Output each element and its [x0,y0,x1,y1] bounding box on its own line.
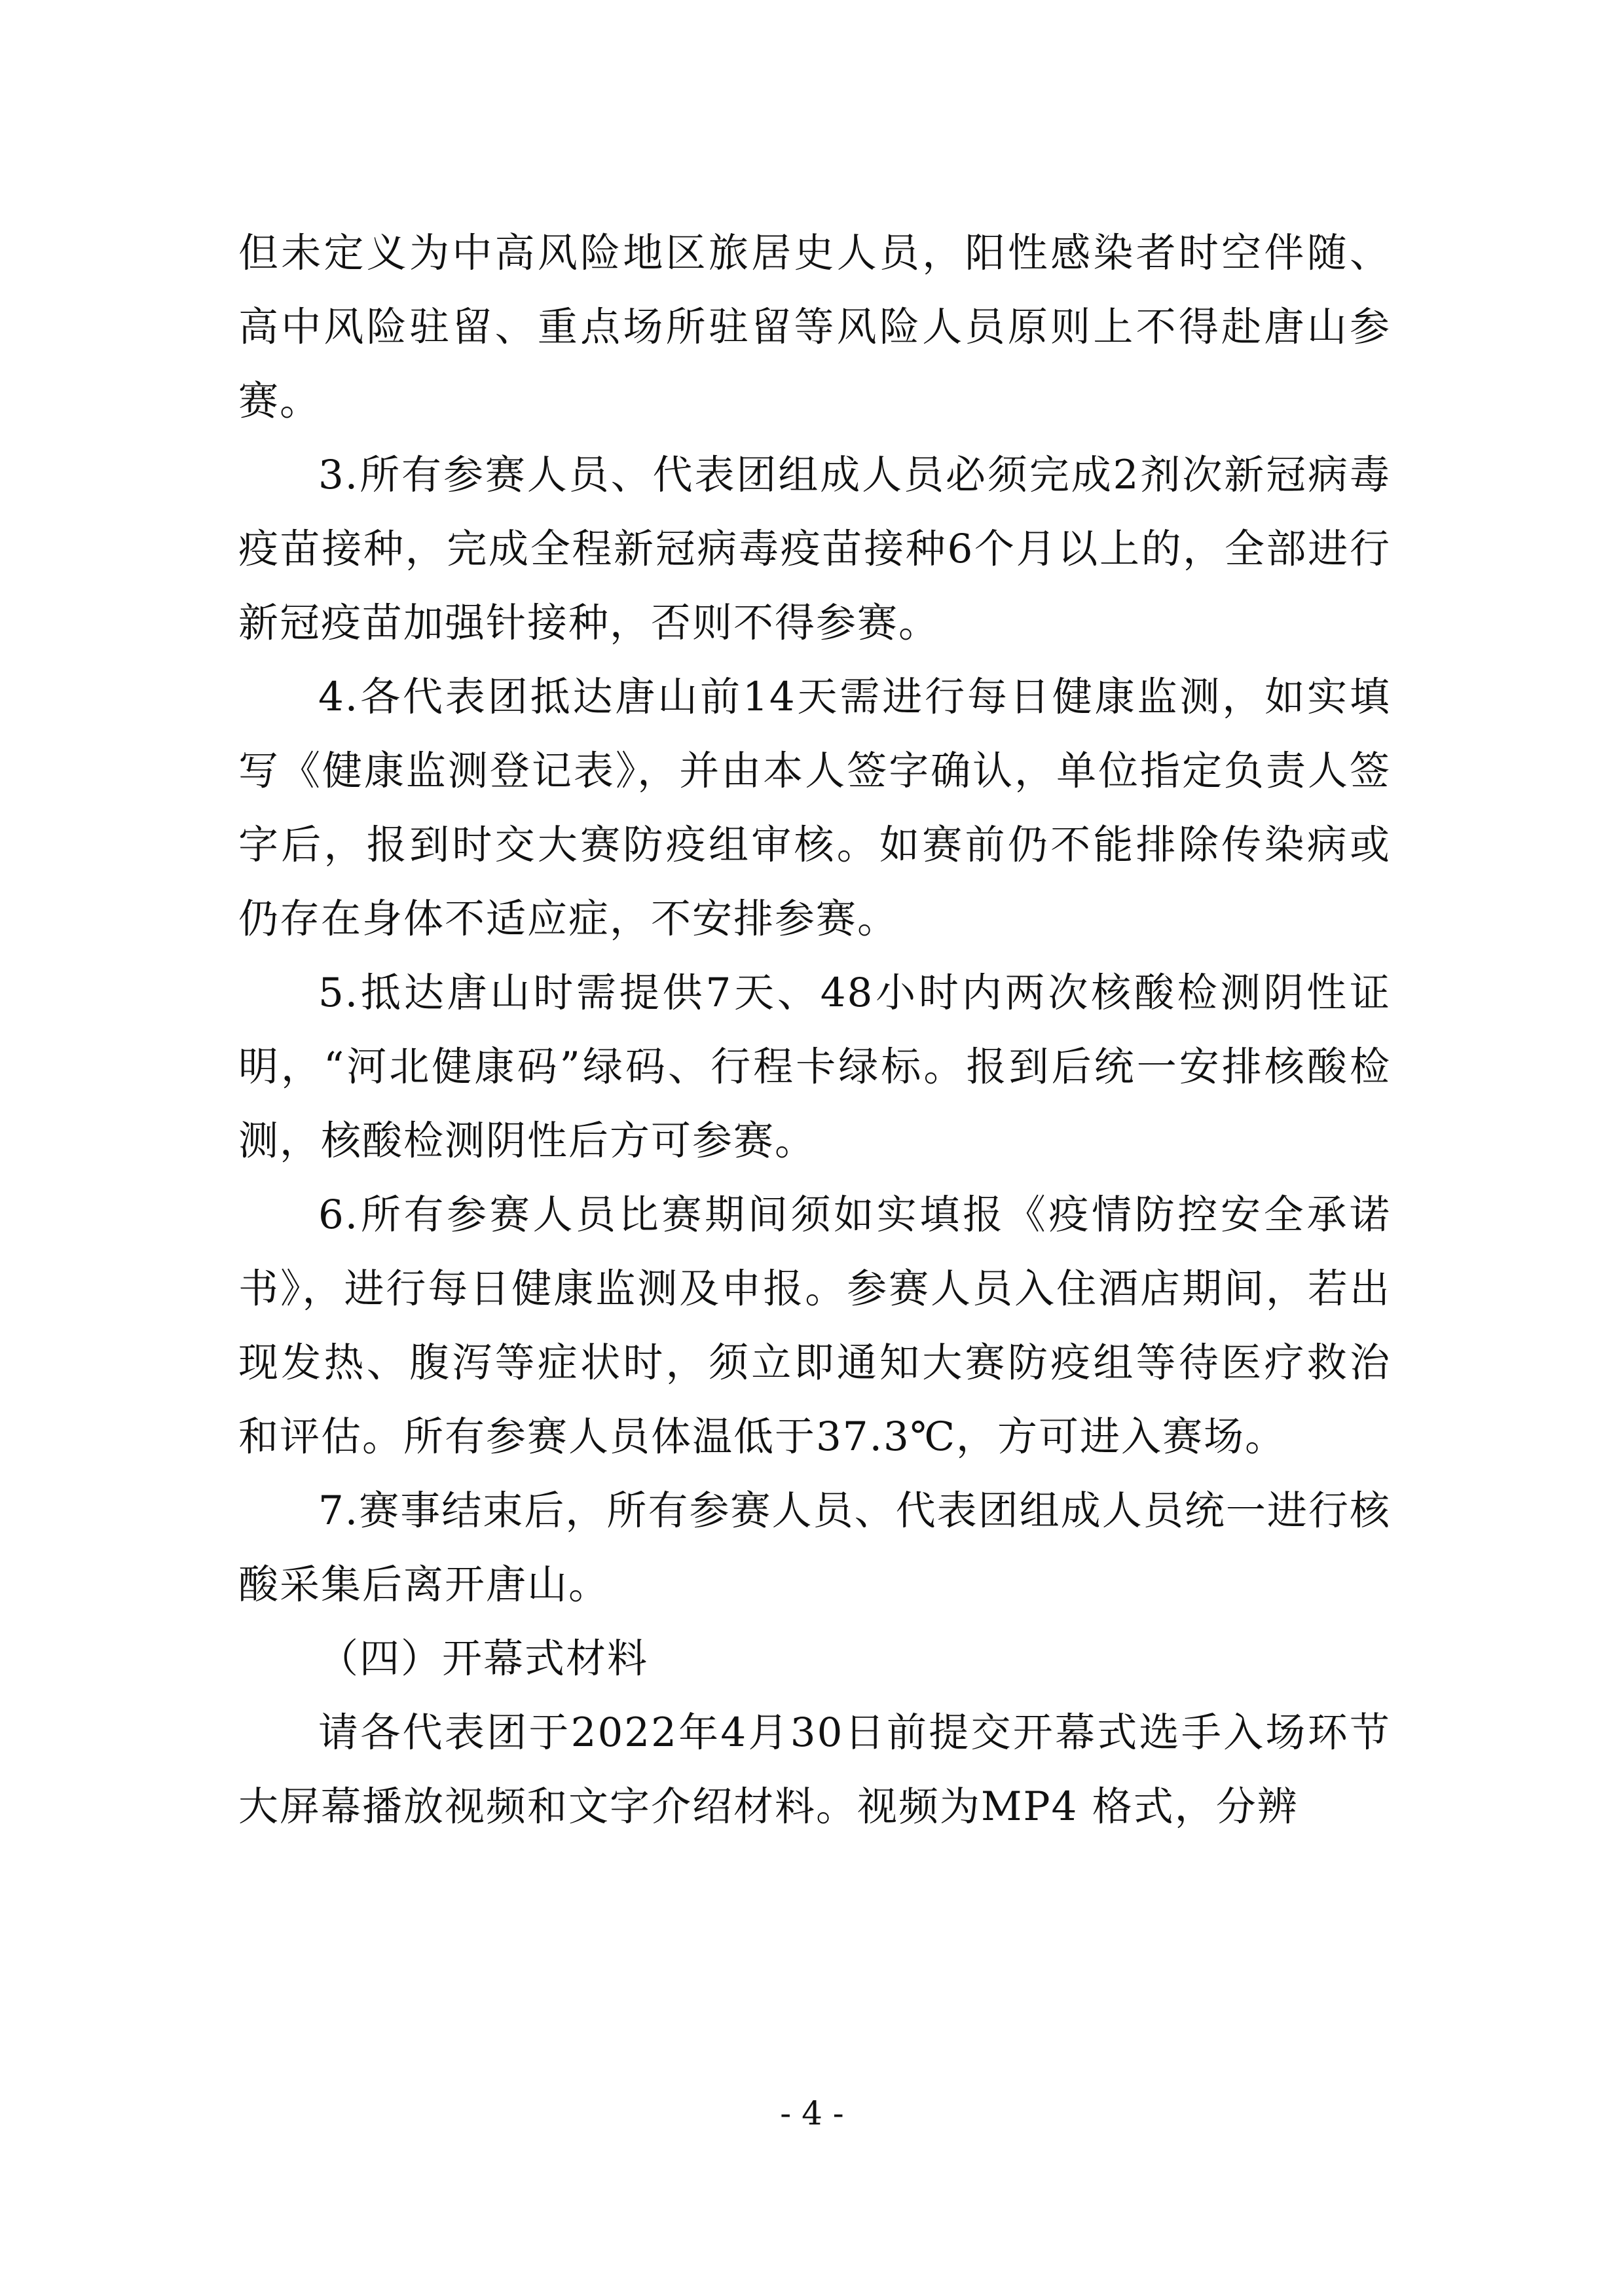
paragraph-item-7: 7.赛事结束后，所有参赛人员、代表团组成人员统一进行核酸采集后离开唐山。 [238,1487,1391,1608]
page-number: - 4 - [780,2094,844,2132]
paragraph-item-6: 6.所有参赛人员比赛期间须如实填报《疫情防控安全承诺书》，进行每日健康监测及申报。参赛人员入住酒店期间，若出现发热、腹泻等症状时，须立即通知大赛防疫组等待医疗救治和评估。所有参赛人员体温低于37.3℃，方可进入赛场。 [238,1192,1391,1460]
section-heading: （四）开幕式材料 [318,1635,649,1682]
paragraph-item-3: 3.所有参赛人员、代表团组成人员必须完成2剂次新冠病毒疫苗接种，完成全程新冠病毒疫苗接种6个月以上的，全部进行新冠疫苗加强针接种，否则不得参赛。 [238,452,1391,646]
document-body [238,216,1391,1844]
paragraph-opening-materials: 请各代表团于2022年4月30日前提交开幕式选手入场环节大屏幕播放视频和文字介绍材料。视频为MP4 格式，分辨 [238,1709,1391,1830]
paragraph-item-4: 4.各代表团抵达唐山前14天需进行每日健康监测，如实填写《健康监测登记表》，并由本人签字确认，单位指定负责人签字后，报到时交大赛防疫组审核。如赛前仍不能排除传染病或仍存在身体不适应症，不安排参赛。 [238,674,1391,942]
paragraph-item-5: 5.抵达唐山时需提供7天、48小时内两次核酸检测阴性证明，“河北健康码”绿码、行程卡绿标。报到后统一安排核酸检测，核酸检测阴性后方可参赛。 [238,970,1391,1164]
paragraph-continued: 但未定义为中高风险地区旅居史人员，阳性感染者时空伴随、高中风险驻留、重点场所驻留等风险人员原则上不得赴唐山参赛。 [238,230,1391,424]
